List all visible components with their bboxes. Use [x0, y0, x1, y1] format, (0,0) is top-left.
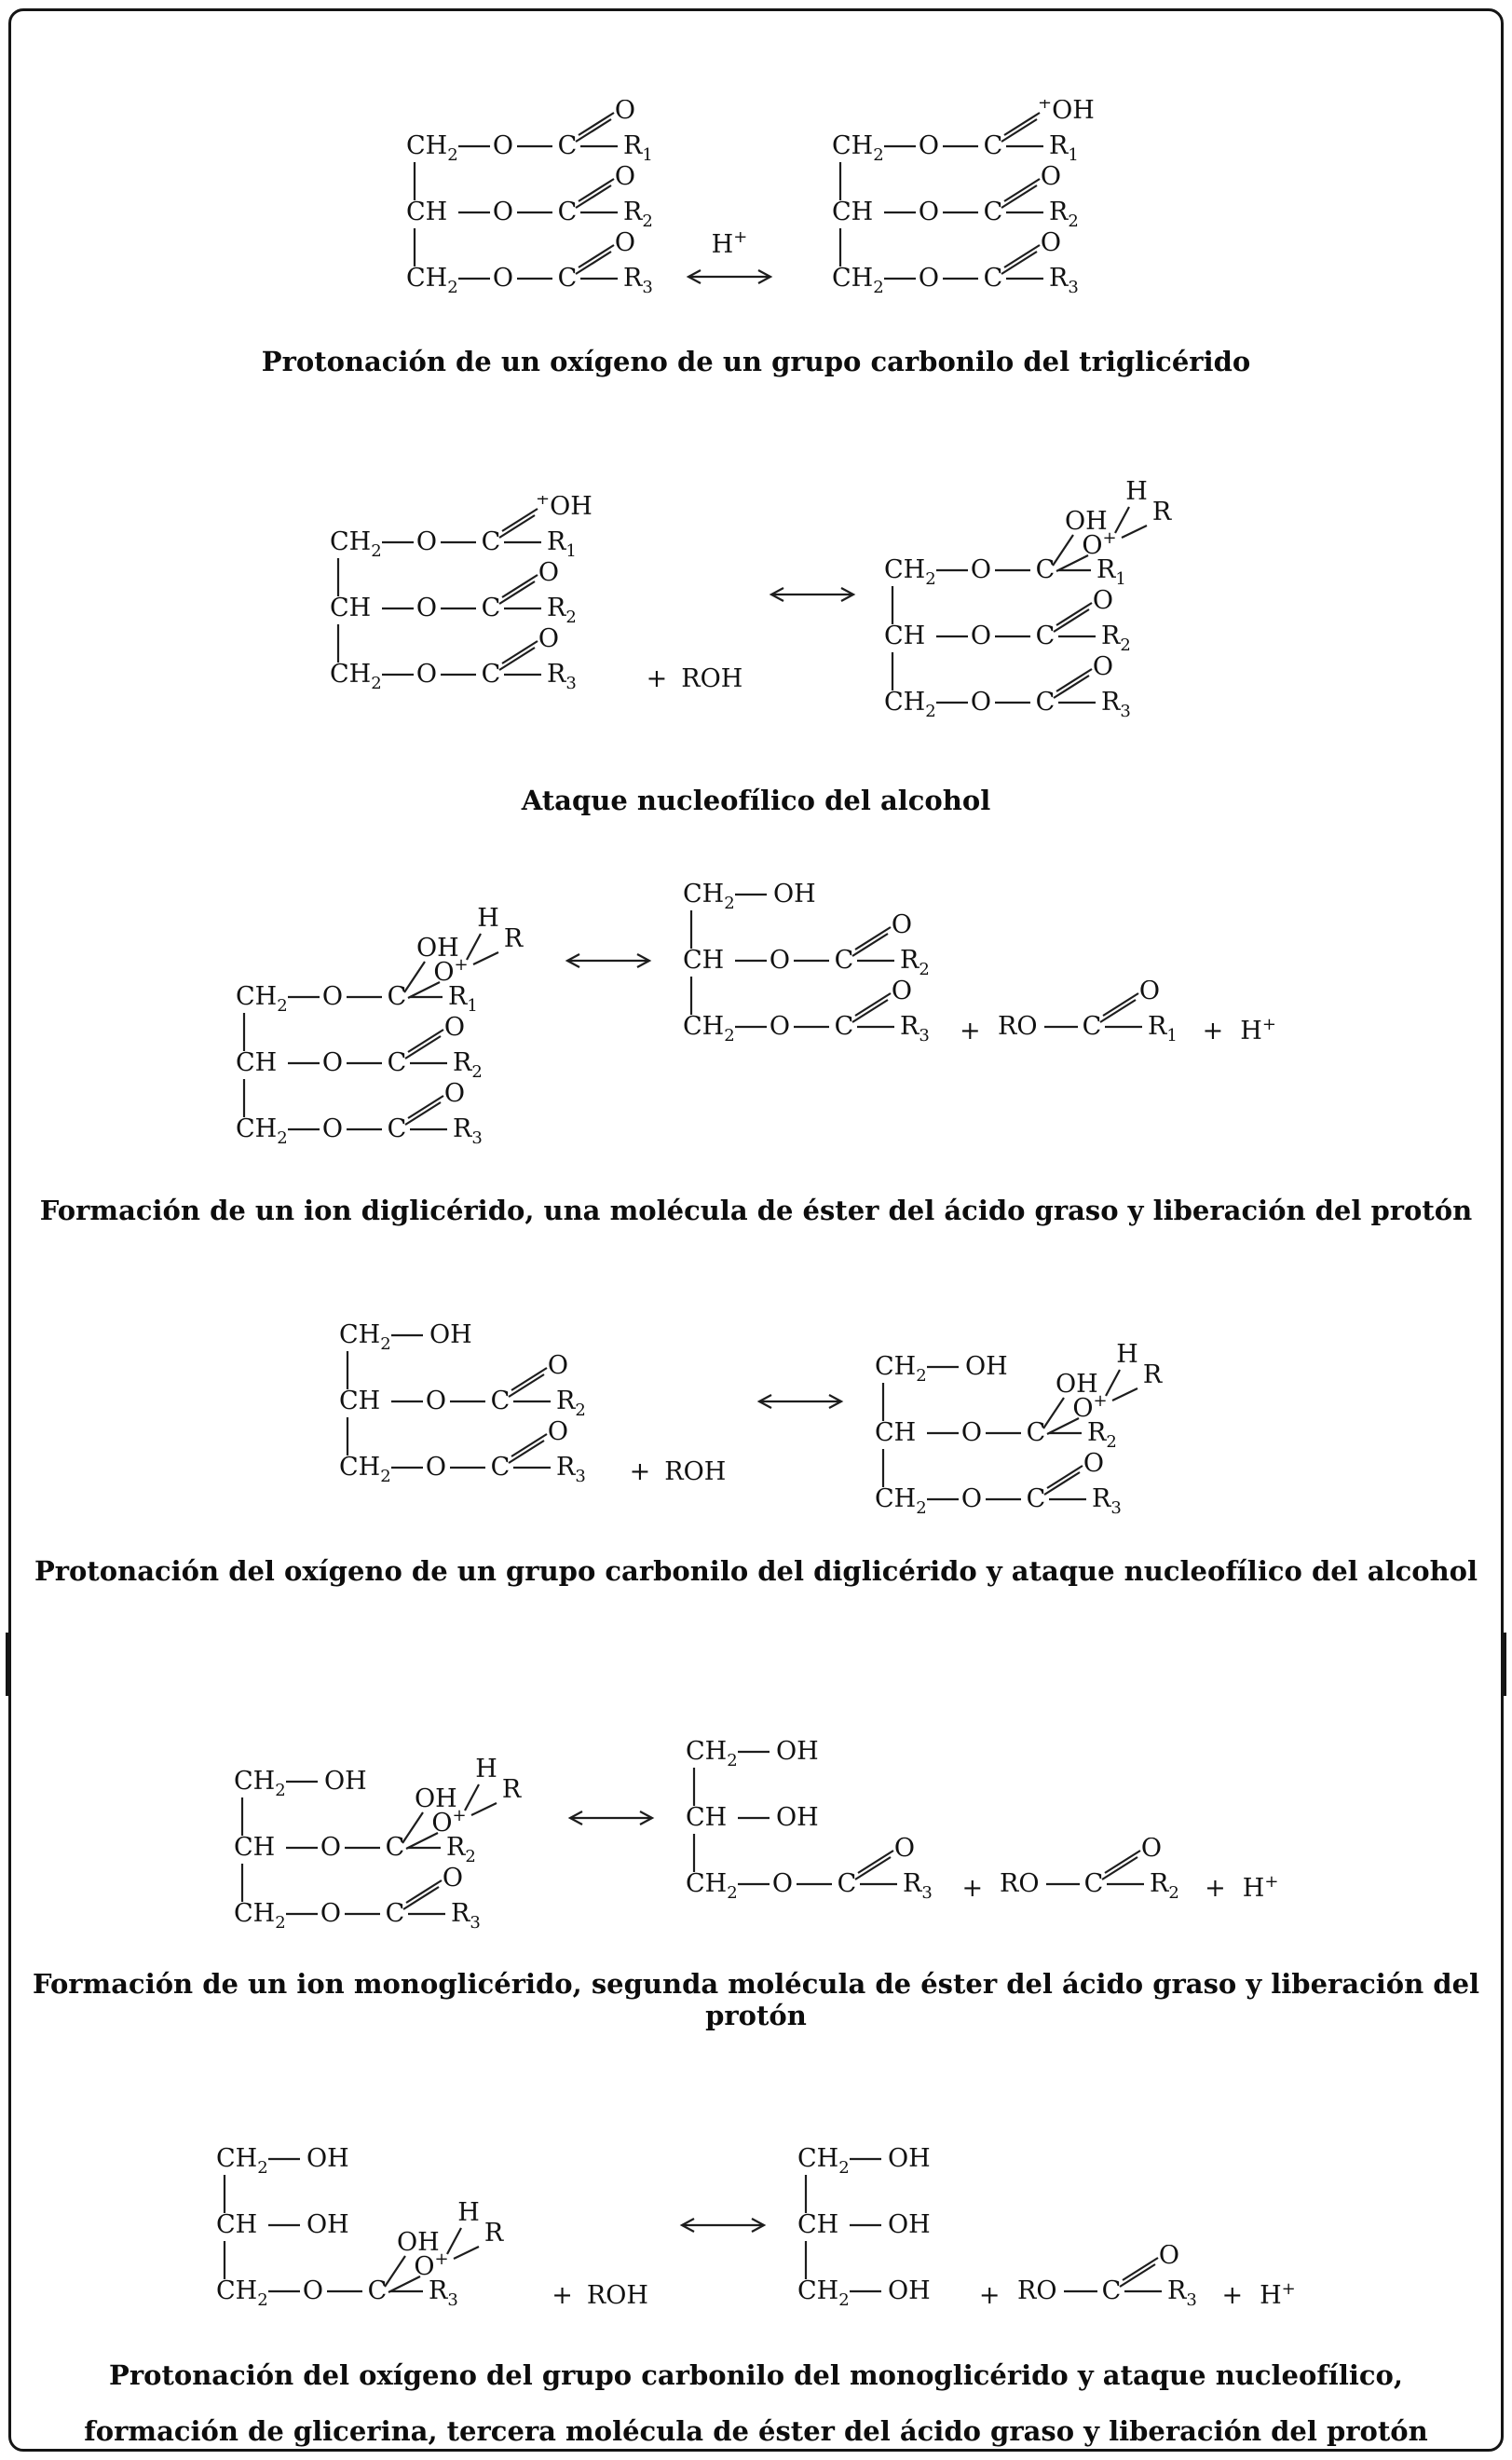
- svg-text:O: O: [1040, 228, 1061, 257]
- svg-text:C: C: [557, 131, 577, 160]
- svg-text:CH2: $CH_2$: [797, 2276, 850, 2310]
- svg-text:O: O: [971, 555, 992, 584]
- svg-text:CH2: $CH_2$: [329, 660, 382, 693]
- svg-text:R: R: [1143, 1360, 1163, 1389]
- svg-text:R2: $R_2$: [445, 1833, 476, 1866]
- svg-text:CH: CH: [875, 1418, 917, 1447]
- svg-text:R1: $R_1$: [622, 131, 653, 165]
- svg-text:CH2: $CH_2$: [831, 264, 884, 297]
- svg-text:CH: CH: [405, 198, 447, 226]
- svg-text:R2: $R_2$: [1087, 1418, 1118, 1452]
- svg-text:O: O: [1083, 1449, 1105, 1478]
- svg-text:R3: $R_3$: [453, 1114, 483, 1148]
- svg-text:OH: OH: [887, 2210, 931, 2239]
- svg-text:RO: RO: [1000, 1869, 1040, 1898]
- svg-text:O: O: [538, 624, 559, 653]
- svg-text:OH: OH: [773, 880, 816, 909]
- svg-text:O: O: [769, 946, 791, 975]
- svg-text:CH: CH: [683, 946, 725, 975]
- svg-text:CH2: $CH_2$: [683, 880, 735, 913]
- svg-text:H: H: [1125, 479, 1149, 506]
- glycerol: [797, 2139, 956, 2319]
- mechanism-figure: [8, 8, 1504, 2452]
- svg-text:C: C: [490, 1453, 511, 1482]
- svg-text:O: O: [443, 1079, 466, 1108]
- svg-text:C: C: [1035, 555, 1056, 584]
- svg-text:CH: CH: [236, 1048, 278, 1077]
- plus-sign: +: [646, 664, 668, 693]
- svg-text:O: O: [442, 1864, 463, 1893]
- svg-text:CH2: $CH_2$: [329, 527, 382, 561]
- svg-text:R2: $R_2$: [622, 198, 653, 231]
- diglyceride: [683, 874, 936, 1055]
- svg-text:RO: RO: [997, 1012, 1038, 1041]
- svg-text:O: O: [547, 1351, 568, 1380]
- svg-text:R3: $R_3$: [902, 1869, 933, 1903]
- svg-text:R: R: [503, 924, 524, 953]
- svg-text:C: C: [387, 982, 407, 1011]
- svg-text:CH: CH: [797, 2210, 839, 2239]
- svg-text:O: O: [320, 1899, 341, 1928]
- svg-text:O: O: [1141, 1838, 1163, 1863]
- svg-text:CH2: $CH_2$: [875, 1484, 927, 1518]
- svg-text:+OH: +OH: [1037, 100, 1095, 125]
- svg-text:OH: OH: [1065, 507, 1108, 536]
- plus-sign: +: [1221, 2281, 1244, 2310]
- svg-text:CH: CH: [233, 1833, 275, 1862]
- svg-text:H+: H+: [711, 232, 747, 259]
- svg-text:O: O: [918, 131, 939, 160]
- alcohol: ROH: [586, 2281, 648, 2310]
- plus-sign: +: [1205, 1874, 1226, 1903]
- svg-text:R2: $R_2$: [1101, 622, 1132, 655]
- diglyceride-tetrahedral-intermediate: [875, 1341, 1173, 1527]
- svg-text:CH2: $CH_2$: [797, 2144, 850, 2178]
- svg-text:R2: $R_2$: [1048, 198, 1079, 231]
- svg-text:R3: $R_3$: [1166, 2276, 1197, 2310]
- reaction-row: [8, 1731, 1504, 1942]
- svg-text:O: O: [492, 264, 513, 293]
- svg-text:R2: $R_2$: [900, 946, 930, 979]
- svg-text:O: O: [415, 660, 437, 689]
- svg-text:R3: $R_3$: [450, 1899, 481, 1933]
- equilibrium-arrow-icon: [565, 1773, 658, 1842]
- svg-text:R2: $R_2$: [1150, 1869, 1179, 1903]
- svg-text:CH: CH: [884, 622, 926, 650]
- svg-text:R3: $R_3$: [555, 1453, 586, 1486]
- svg-text:C: C: [837, 1869, 856, 1898]
- svg-text:C: C: [385, 1899, 404, 1928]
- plus-sign: +: [960, 1017, 981, 1046]
- svg-text:CH2: $CH_2$: [236, 982, 288, 1016]
- svg-text:CH2: $CH_2$: [338, 1320, 391, 1354]
- svg-text:R: R: [501, 1775, 521, 1804]
- svg-text:H: H: [474, 1756, 497, 1784]
- svg-text:O: O: [443, 1013, 466, 1042]
- step-caption: Formación de un ion diglicérido, una molécula de éster del ácido graso y liberación del protón: [39, 1195, 1473, 1226]
- svg-text:O: O: [1093, 586, 1114, 615]
- svg-text:R1: $R_1$: [546, 527, 577, 561]
- svg-text:R1: $R_1$: [1147, 1012, 1178, 1046]
- svg-text:OH: OH: [965, 1352, 1008, 1381]
- reaction-row: [8, 479, 1504, 731]
- protonated-triglyceride: [832, 100, 1107, 307]
- svg-text:C: C: [983, 198, 1002, 226]
- svg-text:RO: RO: [1016, 2276, 1056, 2305]
- svg-text:CH2: $CH_2$: [884, 555, 936, 589]
- proton: H+: [1240, 1015, 1276, 1046]
- svg-text:C: C: [1026, 1418, 1046, 1447]
- svg-text:C: C: [1035, 688, 1056, 717]
- equilibrium-arrow-icon: [562, 916, 655, 985]
- svg-text:C: C: [387, 1114, 407, 1143]
- step-caption: Protonación de un oxígeno de un grupo carbonilo del triglicérido: [261, 346, 1251, 377]
- proton: H+: [1260, 2279, 1296, 2310]
- alcohol: ROH: [664, 1457, 727, 1486]
- svg-text:O: O: [971, 688, 992, 717]
- svg-text:O: O: [320, 1833, 341, 1862]
- svg-text:C: C: [983, 131, 1002, 160]
- svg-text:C: C: [1035, 622, 1056, 650]
- svg-text:CH: CH: [329, 594, 371, 622]
- svg-text:O+: O+: [433, 955, 469, 987]
- equilibrium-arrow-icon: [754, 1357, 847, 1426]
- svg-text:C: C: [481, 594, 501, 622]
- alcohol: ROH: [681, 664, 743, 693]
- svg-text:O: O: [1040, 162, 1061, 191]
- svg-text:O: O: [918, 198, 939, 226]
- svg-text:CH2: $CH_2$: [685, 1737, 738, 1770]
- svg-text:R3: $R_3$: [1048, 264, 1079, 297]
- fatty-acid-ester-r3: [1017, 2245, 1204, 2321]
- svg-text:O: O: [769, 1012, 791, 1041]
- svg-text:O: O: [893, 1834, 915, 1863]
- svg-text:C: C: [1026, 1484, 1046, 1513]
- svg-text:CH: CH: [216, 2210, 258, 2239]
- svg-text:O: O: [961, 1484, 983, 1513]
- svg-text:C: C: [834, 946, 854, 975]
- svg-text:O: O: [614, 100, 635, 125]
- equilibrium-arrow-icon: [683, 232, 776, 301]
- tetrahedral-intermediate: [884, 479, 1182, 731]
- step-caption-line2: formación de glicerina, tercera molécula de éster del ácido graso y liberación del protón: [84, 2415, 1428, 2447]
- svg-text:O: O: [918, 264, 939, 293]
- svg-text:O: O: [415, 527, 437, 556]
- svg-text:C: C: [367, 2276, 388, 2305]
- svg-text:O: O: [771, 1869, 793, 1898]
- svg-text:R1: $R_1$: [448, 982, 478, 1016]
- svg-text:C: C: [385, 1833, 404, 1862]
- svg-text:R2: $R_2$: [453, 1048, 483, 1082]
- svg-text:O: O: [1158, 2245, 1179, 2270]
- svg-text:O: O: [1138, 980, 1160, 1005]
- svg-text:OH: OH: [397, 2228, 440, 2257]
- svg-text:OH: OH: [775, 1803, 819, 1832]
- svg-text:O: O: [961, 1418, 983, 1447]
- svg-text:OH: OH: [306, 2210, 349, 2239]
- equilibrium-arrow-icon: [766, 550, 859, 619]
- svg-text:CH: CH: [685, 1803, 727, 1832]
- svg-text:O: O: [891, 910, 913, 939]
- reaction-row: [8, 874, 1504, 1157]
- panel-glycerol-formation: [8, 2139, 1504, 2447]
- svg-text:CH2: $CH_2$: [236, 1114, 288, 1148]
- diglyceride: [339, 1315, 593, 1496]
- panel-nucleophilic-attack: [8, 479, 1504, 816]
- plus-sign: +: [1202, 1017, 1224, 1046]
- protonated-triglyceride: [330, 496, 605, 703]
- svg-text:O: O: [321, 1114, 344, 1143]
- panel-monoglyceride-formation: [8, 1731, 1504, 2031]
- svg-text:O: O: [614, 162, 635, 191]
- reaction-row: [8, 100, 1504, 307]
- plus-sign: +: [629, 1457, 651, 1486]
- svg-text:OH: OH: [1056, 1370, 1098, 1399]
- svg-text:O: O: [547, 1417, 568, 1446]
- step-caption: Formación de un ion monoglicérido, segunda molécula de éster del ácido graso y liberación del protón: [32, 1968, 1480, 2031]
- triglyceride: [406, 100, 660, 307]
- svg-text:R3: $R_3$: [1092, 1484, 1123, 1518]
- svg-text:CH: CH: [338, 1387, 380, 1415]
- reaction-row: [8, 1315, 1504, 1527]
- svg-text:R2: $R_2$: [546, 594, 577, 627]
- panel-diglyceride-formation: [8, 874, 1504, 1226]
- plus-sign: +: [552, 2281, 573, 2310]
- svg-text:C: C: [387, 1048, 407, 1077]
- svg-text:R3: $R_3$: [429, 2276, 459, 2310]
- svg-text:O: O: [321, 1048, 344, 1077]
- fatty-acid-ester-r1: [998, 980, 1184, 1057]
- svg-text:O+: O+: [1082, 528, 1117, 560]
- svg-text:O: O: [415, 594, 437, 622]
- svg-text:C: C: [834, 1012, 854, 1041]
- svg-text:R1: $R_1$: [1097, 555, 1127, 589]
- svg-text:OH: OH: [306, 2144, 349, 2173]
- svg-text:C: C: [557, 264, 577, 293]
- svg-text:OH: OH: [414, 1784, 457, 1813]
- svg-text:OH: OH: [323, 1767, 367, 1796]
- svg-text:C: C: [481, 660, 501, 689]
- svg-text:CH2: $CH_2$: [233, 1767, 286, 1800]
- svg-text:CH2: $CH_2$: [216, 2144, 268, 2178]
- svg-text:O: O: [614, 228, 635, 257]
- svg-text:H: H: [457, 2198, 481, 2227]
- svg-text:C: C: [1082, 1012, 1102, 1041]
- svg-text:CH2: $CH_2$: [884, 688, 936, 721]
- svg-text:R3: $R_3$: [622, 264, 653, 297]
- svg-text:OH: OH: [887, 2276, 931, 2305]
- monoglyceride-tetrahedral-intermediate: [216, 2139, 514, 2319]
- svg-text:C: C: [1083, 1869, 1104, 1898]
- svg-text:O: O: [891, 977, 913, 1005]
- svg-text:O: O: [321, 982, 344, 1011]
- step-caption: Protonación del oxígeno del grupo carbonilo del monoglicérido y ataque nucleofílico,: [109, 2359, 1403, 2391]
- step-caption: Ataque nucleofílico del alcohol: [521, 785, 991, 816]
- svg-text:C: C: [557, 198, 577, 226]
- svg-text:O: O: [492, 198, 513, 226]
- svg-text:O: O: [1093, 652, 1114, 681]
- plus-sign: +: [961, 1874, 984, 1903]
- diglyceride-tetrahedral-intermediate: [234, 1756, 532, 1942]
- svg-text:H: H: [1116, 1341, 1139, 1369]
- svg-text:C: C: [481, 527, 501, 556]
- tetrahedral-intermediate: [236, 906, 534, 1157]
- monoglyceride: [686, 1731, 939, 1912]
- plus-sign: +: [978, 2281, 1001, 2310]
- svg-text:CH2: $CH_2$: [405, 264, 458, 297]
- svg-text:H: H: [477, 906, 499, 933]
- svg-text:C: C: [1101, 2276, 1121, 2305]
- svg-text:O: O: [971, 622, 992, 650]
- svg-text:CH2: $CH_2$: [685, 1869, 738, 1903]
- svg-text:O: O: [303, 2276, 324, 2305]
- svg-text:O: O: [425, 1387, 446, 1415]
- svg-text:O+: O+: [1072, 1391, 1108, 1423]
- svg-text:R1: $R_1$: [1048, 131, 1079, 165]
- svg-text:C: C: [983, 264, 1002, 293]
- fatty-acid-ester-r2: [1000, 1838, 1186, 1914]
- svg-text:R: R: [484, 2219, 504, 2248]
- svg-text:O+: O+: [414, 2249, 449, 2281]
- reaction-row: [8, 2139, 1504, 2321]
- panel-protonation-diglyceride: [8, 1315, 1504, 1587]
- svg-text:R3: $R_3$: [546, 660, 577, 693]
- panel-protonation-triglyceride: [8, 100, 1504, 377]
- svg-text:OH: OH: [887, 2144, 931, 2173]
- equilibrium-arrow-icon: [676, 2180, 770, 2249]
- step-caption: Protonación del oxígeno de un grupo carbonilo del diglicérido y ataque nucleofílico del alcohol: [34, 1555, 1478, 1587]
- svg-text:R: R: [1152, 498, 1172, 526]
- svg-text:R3: $R_3$: [1101, 688, 1132, 721]
- svg-text:O+: O+: [430, 1806, 467, 1838]
- svg-text:CH2: $CH_2$: [683, 1012, 735, 1046]
- svg-text:OH: OH: [775, 1737, 819, 1766]
- svg-text:O: O: [538, 558, 559, 587]
- svg-text:OH: OH: [429, 1320, 472, 1349]
- svg-text:R3: $R_3$: [900, 1012, 930, 1046]
- svg-text:CH2: $CH_2$: [216, 2276, 268, 2310]
- svg-text:CH2: $CH_2$: [831, 131, 884, 165]
- svg-text:CH: CH: [831, 198, 873, 226]
- svg-text:C: C: [490, 1387, 511, 1415]
- svg-text:CH2: $CH_2$: [875, 1352, 927, 1386]
- svg-text:CH2: $CH_2$: [233, 1899, 286, 1933]
- svg-text:O: O: [492, 131, 513, 160]
- svg-text:R2: $R_2$: [555, 1387, 586, 1420]
- svg-text:CH2: $CH_2$: [405, 131, 458, 165]
- svg-text:O: O: [425, 1453, 446, 1482]
- svg-text:+OH: +OH: [535, 496, 593, 521]
- svg-text:CH2: $CH_2$: [338, 1453, 391, 1486]
- proton: H+: [1242, 1872, 1279, 1903]
- svg-text:OH: OH: [416, 934, 459, 963]
